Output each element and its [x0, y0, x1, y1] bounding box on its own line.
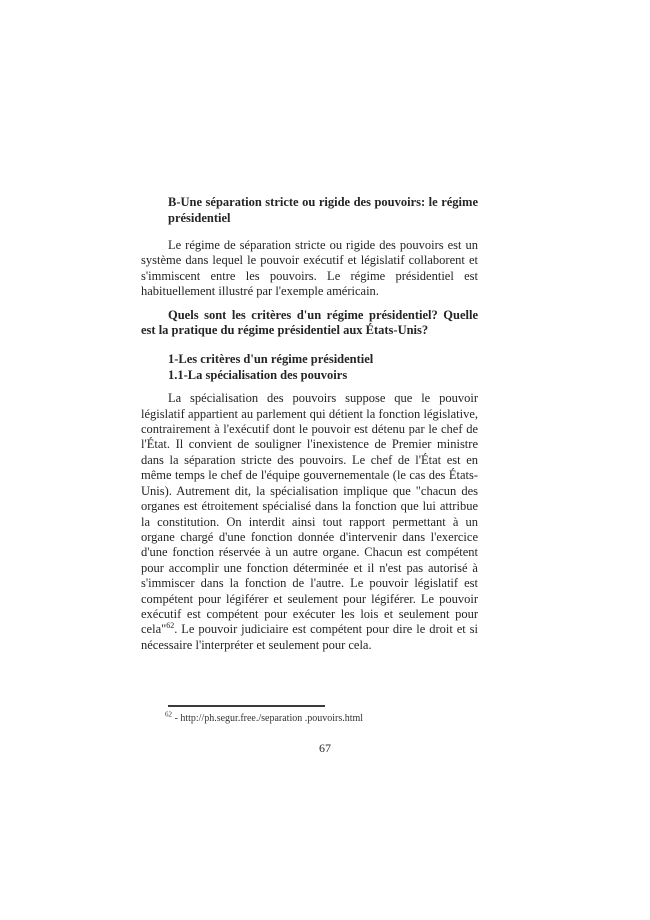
footnote-reference: 62 — [166, 621, 175, 631]
subheading-1: 1-Les critères d'un régime présidentiel — [168, 352, 374, 367]
footnote-url-text: - http://ph.segur.free./separation .pouvoirs.html — [172, 712, 364, 724]
footnote — [141, 710, 478, 725]
question-heading: Quels sont les critères d'un régime présidentiel? Quelle est la pratique du régime présidentiel aux États-Unis? — [141, 307, 478, 338]
main-paragraph — [141, 391, 478, 653]
footnote-marker: 62 — [165, 710, 172, 719]
footnote-area — [141, 705, 478, 725]
subheading-group — [168, 352, 478, 383]
page-content — [141, 194, 478, 653]
footnote-separator-rule — [168, 705, 325, 707]
intro-paragraph: Le régime de séparation stricte ou rigide des pouvoirs est un système dans lequel le pouvoir exécutif et législatif collaborent et s'immiscent entre les pouvoirs. Le régime présidentiel est habituellement illustré par l'exemple américain. — [141, 238, 478, 299]
page-number: 67 — [319, 741, 331, 755]
subheading-1-1: 1.1-La spécialisation des pouvoirs — [168, 367, 348, 382]
main-paragraph-text-before-ref: La spécialisation des pouvoirs suppose que le pouvoir législatif appartient au parlement qui détient la fonction législative, contrairement à l'exécutif dont le pouvoir est détenu par le chef de l'État. Il convient de souligner l'inexistence de Premier ministre dans la séparation stricte des pouvoirs. Le chef de l'État est en même temps le chef de l'équipe gouvernementale (le cas des États-Unis). Autrement dit, la spécialisation implique que "chacun des organes est étroitement spécialisé dans la fonction que lui attribue la constitution. On interdit ainsi tout rapport permettant à un organe chargé d'une fonction donnée d'intervenir dans l'exercice d'une fonction réservée à un autre organe. Chacun est compétent pour accomplir une fonction déterminée et il n'est pas autorisé à s'immiscer dans la fonction de l'autre. Le pouvoir législatif est compétent pour légiférer et seulement pour légiférer. Le pouvoir exécutif est compétent pour exécuter les lois et seulement pour cela" — [141, 391, 478, 637]
main-paragraph-text-after-ref: . Le pouvoir judiciaire est compétent pour dire le droit et si nécessaire l'interpréter et seulement pour cela. — [141, 622, 478, 652]
section-heading: B-Une séparation stricte ou rigide des pouvoirs: le régime présidentiel — [168, 195, 478, 225]
